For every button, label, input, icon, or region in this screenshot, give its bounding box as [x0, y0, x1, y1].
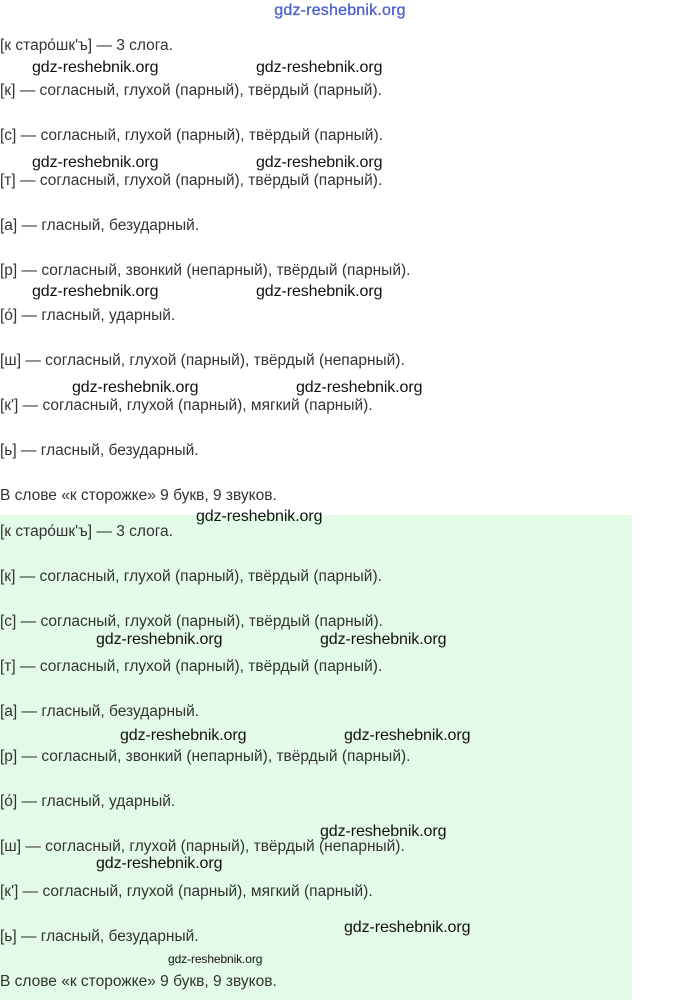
sound-line-a: [а] — гласный, безударный. [0, 217, 200, 234]
syllable-line: [к старо́шк'ъ] — 3 слога. [0, 523, 173, 540]
sound-line-a: [а] — гласный, безударный. [0, 703, 200, 720]
syllable-line: [к старо́шк'ъ] — 3 слога. [0, 37, 173, 54]
sound-line-sh: [ш] — согласный, глухой (парный), твёрдый (непарный). [0, 352, 405, 369]
watermark: gdz-reshebnik.org [96, 631, 223, 648]
sound-line-r: [р] — согласный, звонкий (непарный), твёрдый (парный). [0, 262, 411, 279]
watermark: gdz-reshebnik.org [196, 508, 323, 525]
sound-line-s: [с] — согласный, глухой (парный), твёрдый (парный). [0, 127, 383, 144]
watermark: gdz-reshebnik.org [32, 283, 159, 300]
sound-line-r: [р] — согласный, звонкий (непарный), твёрдый (парный). [0, 748, 411, 765]
watermark: gdz-reshebnik.org [320, 631, 447, 648]
watermark: gdz-reshebnik.org [256, 154, 383, 171]
sound-line-k-soft: [к'] — согласный, глухой (парный), мягкий (парный). [0, 883, 373, 900]
watermark: gdz-reshebnik.org [32, 154, 159, 171]
watermark: gdz-reshebnik.org [296, 379, 423, 396]
sound-line-soft-sign: [ь] — гласный, безударный. [0, 928, 199, 945]
summary-line: В слове «к сторожке» 9 букв, 9 звуков. [0, 487, 277, 504]
watermark: gdz-reshebnik.org [320, 823, 447, 840]
sound-line-o: [о́] — гласный, ударный. [0, 793, 176, 810]
sound-line-k: [к] — согласный, глухой (парный), твёрдый (парный). [0, 82, 382, 99]
sound-line-t: [т] — согласный, глухой (парный), твёрдый (парный). [0, 172, 383, 189]
watermark: gdz-reshebnik.org [256, 59, 383, 76]
sound-line-sh: [ш] — согласный, глухой (парный), твёрдый (непарный). [0, 838, 405, 855]
watermark: gdz-reshebnik.org [168, 952, 263, 966]
watermark: gdz-reshebnik.org [256, 283, 383, 300]
summary-line: В слове «к сторожке» 9 букв, 9 звуков. [0, 973, 277, 990]
site-header-link[interactable]: gdz-reshebnik.org [274, 2, 406, 19]
sound-line-soft-sign: [ь] — гласный, безударный. [0, 442, 199, 459]
sound-line-s: [с] — согласный, глухой (парный), твёрдый (парный). [0, 613, 383, 630]
watermark: gdz-reshebnik.org [120, 727, 247, 744]
sound-line-o: [о́] — гласный, ударный. [0, 307, 176, 324]
watermark: gdz-reshebnik.org [32, 59, 159, 76]
watermark: gdz-reshebnik.org [72, 379, 199, 396]
sound-line-k: [к] — согласный, глухой (парный), твёрдый (парный). [0, 568, 382, 585]
watermark: gdz-reshebnik.org [344, 919, 471, 936]
sound-line-k-soft: [к'] — согласный, глухой (парный), мягкий (парный). [0, 397, 373, 414]
watermark: gdz-reshebnik.org [344, 727, 471, 744]
watermark: gdz-reshebnik.org [96, 855, 223, 872]
sound-line-t: [т] — согласный, глухой (парный), твёрдый (парный). [0, 658, 383, 675]
